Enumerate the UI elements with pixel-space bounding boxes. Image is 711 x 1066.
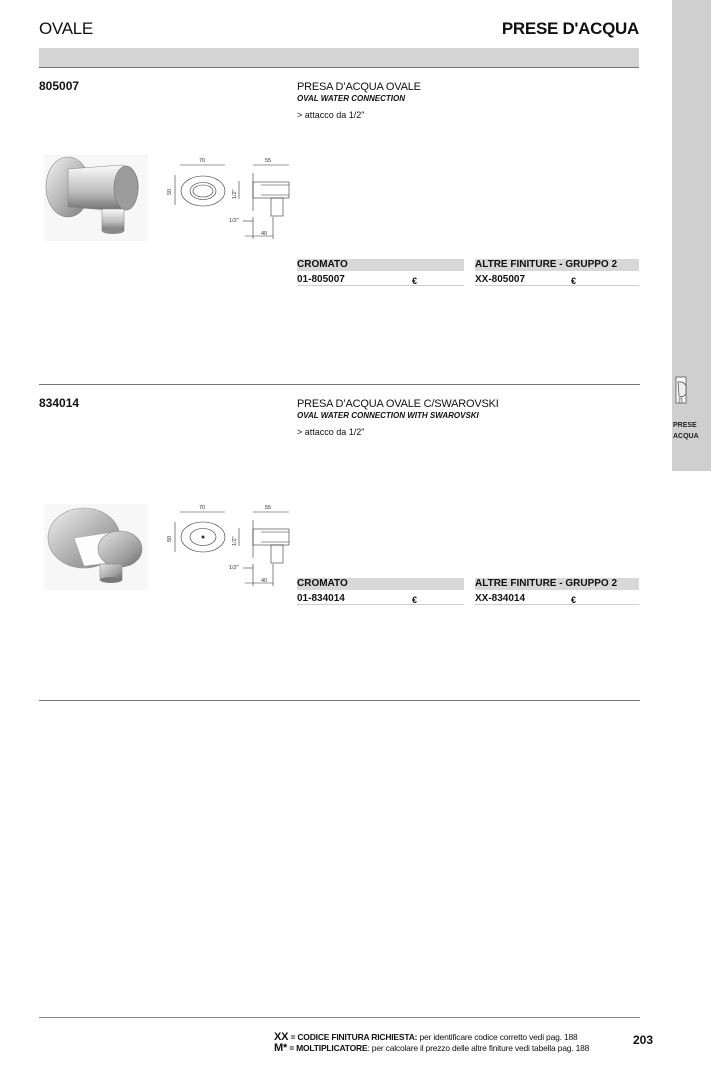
finish-row-cromato (297, 592, 464, 605)
dim-width: 70 (199, 505, 206, 511)
section-divider (39, 384, 640, 385)
section-divider (39, 700, 640, 701)
finish-header-cromato: CROMATO (297, 259, 464, 271)
technical-drawing (165, 155, 305, 239)
dim-bottom: 40 (261, 578, 268, 584)
product-subtitle: OVAL WATER CONNECTION WITH SWAROVSKI (297, 411, 479, 420)
wall-outlet-icon (675, 376, 689, 406)
price-currency: € (412, 276, 418, 286)
side-tab-label-line2: ACQUA (673, 433, 699, 440)
side-tab-label-line1: PRESE (673, 422, 697, 429)
dim-thread-vertical: 1/2" (232, 189, 238, 199)
section-title: OVALE (39, 19, 93, 38)
category-title: PRESE D'ACQUA (501, 19, 639, 38)
product-photo (44, 504, 148, 590)
product-photo (44, 155, 148, 241)
product-note: > attacco da 1/2" (297, 110, 365, 120)
dim-height: 50 (167, 535, 173, 542)
finish-row-other (475, 273, 639, 286)
dim-depth: 55 (265, 505, 272, 511)
product-note: > attacco da 1/2" (297, 427, 365, 437)
page-number: 203 (633, 1033, 654, 1047)
dim-thread-vertical: 1/2" (232, 536, 238, 546)
product-code: 834014 (39, 396, 80, 410)
footer-rule (39, 1017, 640, 1018)
footer-legend-line2: M* = MOLTIPLICATORE: per calcolare il prezzo delle altre finiture vedi tabella pag. 188 (274, 1042, 590, 1054)
finish-row-other (475, 592, 639, 605)
dim-thread-horizontal: 1/2" (229, 218, 239, 224)
product-subtitle: OVAL WATER CONNECTION (297, 94, 405, 103)
footer-legend-line1: XX = CODICE FINITURA RICHIESTA: per identificare codice corretto vedi pag. 188 (274, 1031, 578, 1043)
price-currency: € (571, 595, 577, 605)
dim-width: 70 (199, 158, 206, 164)
price-currency: € (412, 595, 418, 605)
finish-code: 01-805007 (297, 274, 345, 285)
dim-height: 50 (167, 188, 173, 195)
finish-code: XX-834014 (475, 593, 526, 604)
dim-depth: 55 (265, 158, 272, 164)
finish-row-cromato (297, 273, 464, 286)
product-title: PRESA D’ACQUA OVALE (297, 81, 421, 93)
header-bar (39, 48, 639, 68)
dim-bottom: 40 (261, 231, 268, 237)
product-title: PRESA D’ACQUA OVALE C/SWAROVSKI (297, 398, 499, 410)
finish-code: 01-834014 (297, 593, 345, 604)
price-currency: € (571, 276, 577, 286)
side-tab-label (673, 420, 699, 442)
finish-code: XX-805007 (475, 274, 526, 285)
finish-header-other: ALTRE FINITURE - GRUPPO 2 (475, 578, 639, 590)
product-code: 805007 (39, 79, 80, 93)
dim-thread-horizontal: 1/2" (229, 565, 239, 571)
technical-drawing (165, 504, 305, 588)
finish-header-cromato: CROMATO (297, 578, 464, 590)
finish-header-other: ALTRE FINITURE - GRUPPO 2 (475, 259, 639, 271)
